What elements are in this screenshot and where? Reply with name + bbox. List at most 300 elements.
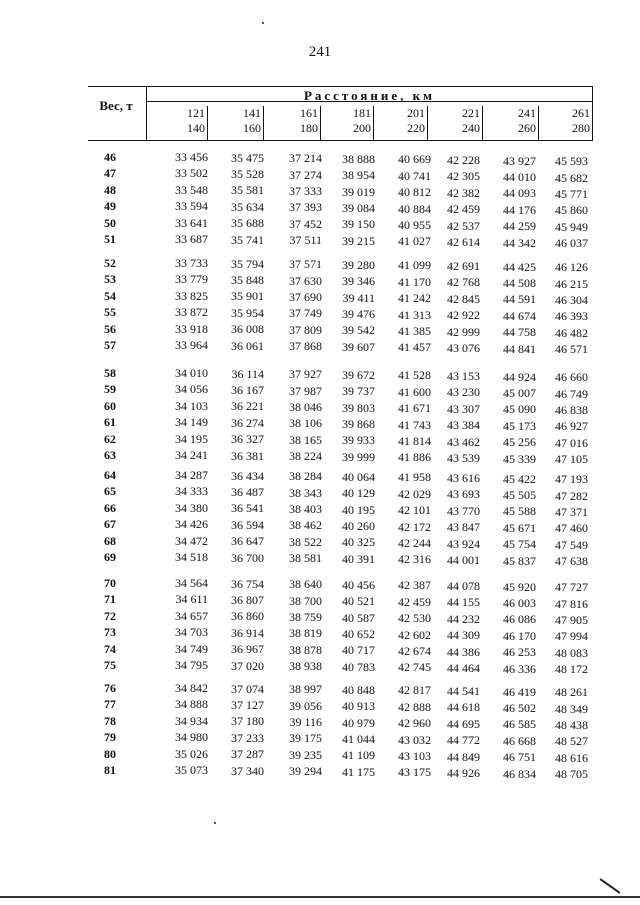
weight-cell: 53 bbox=[104, 272, 116, 287]
cost-cell: 43 616 bbox=[447, 471, 480, 485]
cost-cell: 39 346 bbox=[342, 274, 375, 289]
weight-cell: 69 bbox=[104, 550, 116, 564]
cost-cell: 45 090 bbox=[503, 402, 536, 417]
cost-cell: 40 260 bbox=[342, 518, 375, 533]
cost-cell: 48 705 bbox=[555, 767, 588, 782]
cost-cell: 36 700 bbox=[231, 550, 264, 565]
cost-cell: 34 056 bbox=[175, 382, 208, 397]
cost-cell: 43 032 bbox=[398, 732, 431, 747]
cost-cell: 42 382 bbox=[447, 185, 480, 200]
range-to: 200 bbox=[353, 121, 371, 135]
cost-cell: 36 647 bbox=[231, 534, 264, 549]
cost-cell: 34 749 bbox=[175, 641, 208, 656]
cost-cell: 34 657 bbox=[175, 608, 208, 623]
page-number: 241 bbox=[308, 44, 332, 60]
cost-cell: 48 083 bbox=[555, 645, 588, 660]
cost-cell: 36 487 bbox=[231, 484, 264, 499]
cost-cell: 48 438 bbox=[555, 717, 588, 732]
table-row bbox=[0, 399, 640, 415]
cost-cell: 34 888 bbox=[175, 697, 208, 712]
cost-cell: 40 812 bbox=[398, 185, 431, 200]
range-from: 181 bbox=[353, 106, 371, 120]
cost-cell: 34 703 bbox=[175, 625, 208, 640]
cost-cell: 46 927 bbox=[555, 419, 588, 434]
cost-cell: 34 103 bbox=[175, 398, 208, 413]
cost-cell: 38 954 bbox=[342, 168, 375, 183]
cost-cell: 42 244 bbox=[398, 535, 431, 550]
cost-cell: 44 010 bbox=[503, 169, 536, 184]
cost-cell: 42 387 bbox=[398, 578, 431, 593]
cost-cell: 38 403 bbox=[289, 501, 322, 516]
cost-cell: 45 588 bbox=[503, 504, 536, 519]
cost-cell: 41 385 bbox=[398, 323, 431, 338]
cost-cell: 42 537 bbox=[447, 218, 480, 233]
cost-cell: 47 994 bbox=[555, 629, 588, 644]
weight-cell: 76 bbox=[104, 681, 116, 695]
cost-cell: 46 336 bbox=[503, 661, 536, 676]
cost-cell: 43 539 bbox=[447, 451, 480, 465]
cost-cell: 41 743 bbox=[398, 417, 431, 432]
cost-cell: 41 170 bbox=[398, 274, 431, 289]
cost-cell: 47 638 bbox=[555, 554, 588, 569]
cost-cell: 33 872 bbox=[175, 305, 208, 320]
cost-cell: 42 459 bbox=[447, 202, 480, 217]
table-row bbox=[0, 256, 640, 275]
cost-cell: 41 109 bbox=[342, 748, 375, 763]
cost-cell: 38 878 bbox=[289, 642, 322, 657]
cost-cell: 42 888 bbox=[398, 699, 431, 714]
table-row bbox=[0, 289, 640, 305]
weight-cell: 47 bbox=[104, 166, 116, 181]
cost-cell: 45 837 bbox=[503, 553, 536, 568]
table-row bbox=[0, 747, 640, 763]
cost-cell: 35 954 bbox=[231, 305, 264, 320]
table-row bbox=[0, 216, 640, 232]
scan-speck bbox=[214, 822, 216, 824]
table-row bbox=[0, 166, 640, 185]
cost-cell: 37 333 bbox=[289, 183, 322, 198]
cost-cell: 40 195 bbox=[342, 502, 375, 517]
weight-cell: 78 bbox=[104, 713, 116, 728]
cost-cell: 46 037 bbox=[555, 236, 588, 251]
cost-cell: 39 019 bbox=[342, 184, 375, 199]
range-to: 160 bbox=[243, 121, 261, 135]
cost-cell: 42 845 bbox=[447, 291, 480, 306]
cost-cell: 43 230 bbox=[447, 385, 480, 400]
weight-cell: 57 bbox=[104, 338, 116, 352]
cost-cell: 33 918 bbox=[175, 321, 208, 336]
cost-cell: 34 241 bbox=[175, 448, 208, 462]
cost-cell: 39 607 bbox=[342, 339, 375, 354]
cost-cell: 45 860 bbox=[555, 203, 588, 218]
cost-cell: 40 669 bbox=[398, 152, 431, 167]
cost-cell: 35 688 bbox=[231, 216, 264, 231]
cost-cell: 34 472 bbox=[175, 533, 208, 548]
header-bottom-rule bbox=[88, 140, 593, 141]
cost-cell: 41 958 bbox=[398, 470, 431, 485]
cost-cell: 36 327 bbox=[231, 432, 264, 447]
scan-speck bbox=[262, 22, 264, 24]
cost-cell: 37 233 bbox=[231, 730, 264, 745]
cost-cell: 38 581 bbox=[289, 551, 322, 566]
cost-cell: 39 175 bbox=[289, 731, 322, 746]
cost-cell: 46 751 bbox=[503, 750, 536, 765]
cost-cell: 42 316 bbox=[398, 552, 431, 567]
table-row bbox=[0, 484, 640, 503]
cost-cell: 36 167 bbox=[231, 382, 264, 397]
cost-cell: 37 809 bbox=[289, 322, 322, 337]
cost-cell: 33 502 bbox=[175, 166, 208, 181]
cost-cell: 34 980 bbox=[175, 730, 208, 745]
cost-cell: 34 795 bbox=[175, 658, 208, 672]
cost-cell: 45 771 bbox=[555, 186, 588, 201]
cost-cell: 37 511 bbox=[289, 233, 322, 248]
cost-cell: 42 817 bbox=[398, 683, 431, 698]
cost-cell: 48 527 bbox=[555, 734, 588, 749]
weight-cell: 64 bbox=[104, 468, 116, 482]
cost-cell: 48 616 bbox=[555, 750, 588, 765]
cost-cell: 46 571 bbox=[555, 342, 588, 357]
column-divider bbox=[373, 106, 374, 140]
cost-cell: 46 585 bbox=[503, 717, 536, 732]
cost-cell: 33 594 bbox=[175, 199, 208, 214]
cost-cell: 36 754 bbox=[231, 576, 264, 591]
corner-mark bbox=[600, 878, 621, 893]
cost-cell: 42 691 bbox=[447, 259, 480, 273]
cost-cell: 40 064 bbox=[342, 469, 375, 484]
weight-cell: 55 bbox=[104, 305, 116, 320]
cost-cell: 44 001 bbox=[447, 553, 480, 567]
distance-column-header bbox=[430, 106, 480, 136]
cost-cell: 42 029 bbox=[398, 486, 431, 501]
cost-cell: 36 860 bbox=[231, 609, 264, 624]
cost-cell: 40 913 bbox=[342, 699, 375, 714]
range-to: 140 bbox=[187, 121, 205, 135]
table-row bbox=[0, 183, 640, 199]
cost-cell: 46 749 bbox=[555, 386, 588, 401]
range-from: 221 bbox=[462, 106, 480, 120]
cost-cell: 36 807 bbox=[231, 592, 264, 607]
cost-cell: 38 046 bbox=[289, 399, 322, 414]
cost-cell: 39 084 bbox=[342, 200, 375, 215]
cost-cell: 41 242 bbox=[398, 291, 431, 306]
cost-cell: 43 153 bbox=[447, 369, 480, 383]
cost-cell: 36 541 bbox=[231, 501, 264, 516]
range-to: 220 bbox=[407, 121, 425, 135]
cost-cell: 45 754 bbox=[503, 537, 536, 552]
cost-cell: 48 261 bbox=[555, 685, 588, 700]
cost-cell: 39 150 bbox=[342, 217, 375, 232]
cost-cell: 36 381 bbox=[231, 448, 264, 463]
cost-cell: 37 393 bbox=[289, 200, 322, 215]
cost-cell: 44 508 bbox=[503, 275, 536, 290]
cost-cell: 40 391 bbox=[342, 551, 375, 566]
cost-cell: 34 333 bbox=[175, 484, 208, 499]
cost-cell: 38 938 bbox=[289, 659, 322, 674]
cost-cell: 36 967 bbox=[231, 642, 264, 657]
cost-cell: 38 759 bbox=[289, 609, 322, 624]
cost-cell: 37 987 bbox=[289, 383, 322, 398]
weight-cell: 49 bbox=[104, 199, 116, 214]
cost-cell: 47 905 bbox=[555, 612, 588, 627]
cost-cell: 37 074 bbox=[231, 681, 264, 696]
weight-cell: 46 bbox=[104, 150, 116, 164]
weight-cell: 63 bbox=[104, 448, 116, 462]
range-to: 260 bbox=[518, 121, 536, 135]
table-row bbox=[0, 609, 640, 625]
cost-cell: 44 695 bbox=[447, 716, 480, 731]
cost-cell: 35 741 bbox=[231, 232, 264, 247]
cost-cell: 33 779 bbox=[175, 272, 208, 287]
cost-cell: 43 770 bbox=[447, 503, 480, 518]
cost-cell: 41 027 bbox=[398, 234, 431, 249]
cost-cell: 38 165 bbox=[289, 432, 322, 447]
cost-cell: 45 671 bbox=[503, 520, 536, 535]
cost-cell: 43 076 bbox=[447, 341, 480, 355]
weight-cell: 54 bbox=[104, 288, 116, 303]
column-divider bbox=[482, 106, 483, 140]
cost-cell: 42 172 bbox=[398, 519, 431, 534]
cost-cell: 40 652 bbox=[342, 626, 375, 641]
weight-cell: 58 bbox=[104, 366, 116, 380]
cost-cell: 36 274 bbox=[231, 415, 264, 430]
table-row bbox=[0, 150, 640, 169]
cost-cell: 39 999 bbox=[342, 449, 375, 464]
weight-cell: 75 bbox=[104, 658, 116, 672]
cost-cell: 45 173 bbox=[503, 418, 536, 433]
cost-cell: 45 949 bbox=[555, 219, 588, 234]
cost-cell: 35 794 bbox=[231, 256, 264, 271]
range-to: 280 bbox=[572, 121, 590, 135]
weight-cell: 81 bbox=[104, 763, 116, 777]
cost-cell: 34 287 bbox=[175, 468, 208, 482]
cost-cell: 44 849 bbox=[447, 749, 480, 764]
table-row bbox=[0, 697, 640, 716]
table-header bbox=[88, 86, 593, 141]
cost-cell: 46 834 bbox=[503, 766, 536, 781]
cost-cell: 39 294 bbox=[289, 764, 322, 779]
cost-cell: 41 528 bbox=[398, 368, 431, 383]
cost-cell: 41 099 bbox=[398, 258, 431, 273]
cost-cell: 41 457 bbox=[398, 340, 431, 355]
cost-cell: 46 419 bbox=[503, 684, 536, 699]
cost-cell: 37 274 bbox=[289, 167, 322, 182]
cost-cell: 38 224 bbox=[289, 449, 322, 464]
table-row bbox=[0, 625, 640, 644]
weight-cell: 61 bbox=[104, 415, 116, 430]
cost-cell: 35 581 bbox=[231, 183, 264, 198]
weight-cell: 62 bbox=[104, 431, 116, 446]
cost-cell: 45 007 bbox=[503, 385, 536, 400]
cost-cell: 44 425 bbox=[503, 259, 536, 274]
cost-cell: 42 530 bbox=[398, 611, 431, 626]
cost-cell: 37 287 bbox=[231, 747, 264, 762]
weight-cell: 67 bbox=[104, 517, 116, 532]
cost-cell: 46 838 bbox=[555, 402, 588, 417]
cost-cell: 34 426 bbox=[175, 517, 208, 532]
cost-cell: 40 717 bbox=[342, 643, 375, 658]
cost-cell: 46 170 bbox=[503, 628, 536, 643]
cost-cell: 38 888 bbox=[342, 151, 375, 166]
cost-cell: 37 690 bbox=[289, 289, 322, 304]
cost-cell: 34 564 bbox=[175, 576, 208, 590]
cost-cell: 40 325 bbox=[342, 535, 375, 550]
weight-cell: 51 bbox=[104, 232, 116, 246]
range-from: 261 bbox=[572, 106, 590, 120]
cost-cell: 46 003 bbox=[503, 595, 536, 610]
weight-cell: 65 bbox=[104, 484, 116, 499]
table-row bbox=[0, 272, 640, 291]
cost-cell: 38 462 bbox=[289, 518, 322, 533]
cost-cell: 41 175 bbox=[342, 764, 375, 779]
table-row bbox=[0, 534, 640, 550]
table-row bbox=[0, 592, 640, 611]
cost-cell: 40 955 bbox=[398, 217, 431, 232]
cost-cell: 45 422 bbox=[503, 471, 536, 486]
cost-cell: 42 768 bbox=[447, 275, 480, 290]
cost-cell: 42 602 bbox=[398, 627, 431, 642]
cost-cell: 44 674 bbox=[503, 308, 536, 323]
cost-cell: 35 634 bbox=[231, 199, 264, 214]
cost-cell: 39 868 bbox=[342, 416, 375, 431]
cost-cell: 46 660 bbox=[555, 370, 588, 385]
table-row bbox=[0, 642, 640, 658]
cost-cell: 41 671 bbox=[398, 401, 431, 416]
cost-cell: 46 482 bbox=[555, 325, 588, 340]
cost-cell: 47 460 bbox=[555, 521, 588, 536]
cost-cell: 40 587 bbox=[342, 610, 375, 625]
distance-column-header bbox=[268, 106, 318, 136]
range-from: 121 bbox=[187, 106, 205, 120]
weight-cell: 68 bbox=[104, 533, 116, 548]
cost-cell: 35 026 bbox=[175, 746, 208, 761]
cost-cell: 46 215 bbox=[555, 276, 588, 291]
weight-cell: 71 bbox=[104, 592, 116, 607]
distance-header: Расстояние, км bbox=[303, 88, 436, 103]
cost-cell: 36 914 bbox=[231, 625, 264, 640]
cost-cell: 44 342 bbox=[503, 235, 536, 250]
cost-cell: 34 934 bbox=[175, 713, 208, 728]
cost-cell: 42 999 bbox=[447, 324, 480, 339]
cost-cell: 39 215 bbox=[342, 233, 375, 248]
cost-cell: 40 456 bbox=[342, 577, 375, 592]
table-row bbox=[0, 658, 640, 677]
cost-cell: 37 180 bbox=[231, 714, 264, 729]
weight-cell: 50 bbox=[104, 215, 116, 230]
cost-cell: 46 086 bbox=[503, 612, 536, 627]
cost-cell: 41 313 bbox=[398, 307, 431, 322]
distance-column-header bbox=[155, 106, 205, 136]
cost-cell: 42 674 bbox=[398, 643, 431, 658]
cost-cell: 39 056 bbox=[289, 698, 322, 713]
table-row bbox=[0, 681, 640, 700]
cost-cell: 45 505 bbox=[503, 487, 536, 502]
cost-cell: 38 819 bbox=[289, 626, 322, 641]
cost-cell: 39 411 bbox=[342, 290, 375, 305]
cost-cell: 43 462 bbox=[447, 434, 480, 449]
cost-cell: 35 073 bbox=[175, 763, 208, 777]
cost-cell: 46 126 bbox=[555, 260, 588, 275]
cost-cell: 33 456 bbox=[175, 150, 208, 164]
table-row bbox=[0, 468, 640, 487]
cost-cell: 38 343 bbox=[289, 485, 322, 500]
cost-cell: 37 340 bbox=[231, 763, 264, 778]
cost-cell: 40 848 bbox=[342, 682, 375, 697]
cost-cell: 40 129 bbox=[342, 486, 375, 501]
cost-cell: 47 371 bbox=[555, 504, 588, 519]
table-row bbox=[0, 714, 640, 730]
column-divider bbox=[207, 106, 208, 140]
cost-cell: 46 253 bbox=[503, 645, 536, 660]
cost-cell: 44 309 bbox=[447, 628, 480, 643]
cost-cell: 39 933 bbox=[342, 433, 375, 448]
cost-cell: 43 384 bbox=[447, 418, 480, 433]
cost-cell: 34 611 bbox=[175, 592, 208, 607]
weight-cell: 70 bbox=[104, 576, 116, 590]
cost-cell: 44 841 bbox=[503, 341, 536, 356]
cost-cell: 43 103 bbox=[398, 748, 431, 763]
cost-cell: 47 549 bbox=[555, 537, 588, 552]
cost-cell: 47 016 bbox=[555, 435, 588, 450]
cost-cell: 40 884 bbox=[398, 201, 431, 216]
page-bottom-edge bbox=[0, 896, 640, 898]
cost-cell: 35 528 bbox=[231, 166, 264, 181]
cost-cell: 47 105 bbox=[555, 452, 588, 467]
cost-cell: 41 814 bbox=[398, 433, 431, 448]
table-row bbox=[0, 322, 640, 338]
table-row bbox=[0, 305, 640, 324]
cost-cell: 47 727 bbox=[555, 580, 588, 595]
cost-cell: 35 475 bbox=[231, 150, 264, 165]
cost-cell: 36 114 bbox=[231, 366, 264, 381]
cost-cell: 37 630 bbox=[289, 273, 322, 288]
cost-cell: 33 548 bbox=[175, 182, 208, 197]
weight-cell: 79 bbox=[104, 730, 116, 745]
cost-cell: 47 193 bbox=[555, 472, 588, 487]
table-row bbox=[0, 432, 640, 448]
cost-cell: 36 221 bbox=[231, 399, 264, 414]
cost-cell: 44 259 bbox=[503, 219, 536, 234]
cost-cell: 39 235 bbox=[289, 747, 322, 762]
cost-cell: 38 700 bbox=[289, 593, 322, 608]
cost-cell: 44 176 bbox=[503, 202, 536, 217]
weight-cell: 73 bbox=[104, 625, 116, 640]
cost-cell: 44 093 bbox=[503, 186, 536, 201]
cost-cell: 33 687 bbox=[175, 232, 208, 246]
cost-cell: 39 737 bbox=[342, 384, 375, 399]
distance-column-header bbox=[211, 106, 261, 136]
cost-cell: 47 282 bbox=[555, 488, 588, 503]
cost-cell: 39 803 bbox=[342, 400, 375, 415]
cost-cell: 36 061 bbox=[231, 338, 264, 353]
cost-cell: 33 825 bbox=[175, 288, 208, 303]
cost-cell: 38 106 bbox=[289, 416, 322, 431]
cost-cell: 37 214 bbox=[289, 151, 322, 166]
cost-cell: 45 920 bbox=[503, 579, 536, 594]
table-row bbox=[0, 232, 640, 251]
table-row bbox=[0, 199, 640, 218]
weight-cell: 60 bbox=[104, 398, 116, 413]
cost-cell: 44 386 bbox=[447, 644, 480, 659]
weight-cell: 59 bbox=[104, 382, 116, 397]
cost-cell: 41 044 bbox=[342, 731, 375, 746]
cost-cell: 33 733 bbox=[175, 256, 208, 270]
cost-cell: 39 476 bbox=[342, 306, 375, 321]
range-to: 180 bbox=[300, 121, 318, 135]
cost-cell: 37 020 bbox=[231, 658, 264, 673]
range-from: 201 bbox=[407, 106, 425, 120]
cost-cell: 48 172 bbox=[555, 662, 588, 677]
